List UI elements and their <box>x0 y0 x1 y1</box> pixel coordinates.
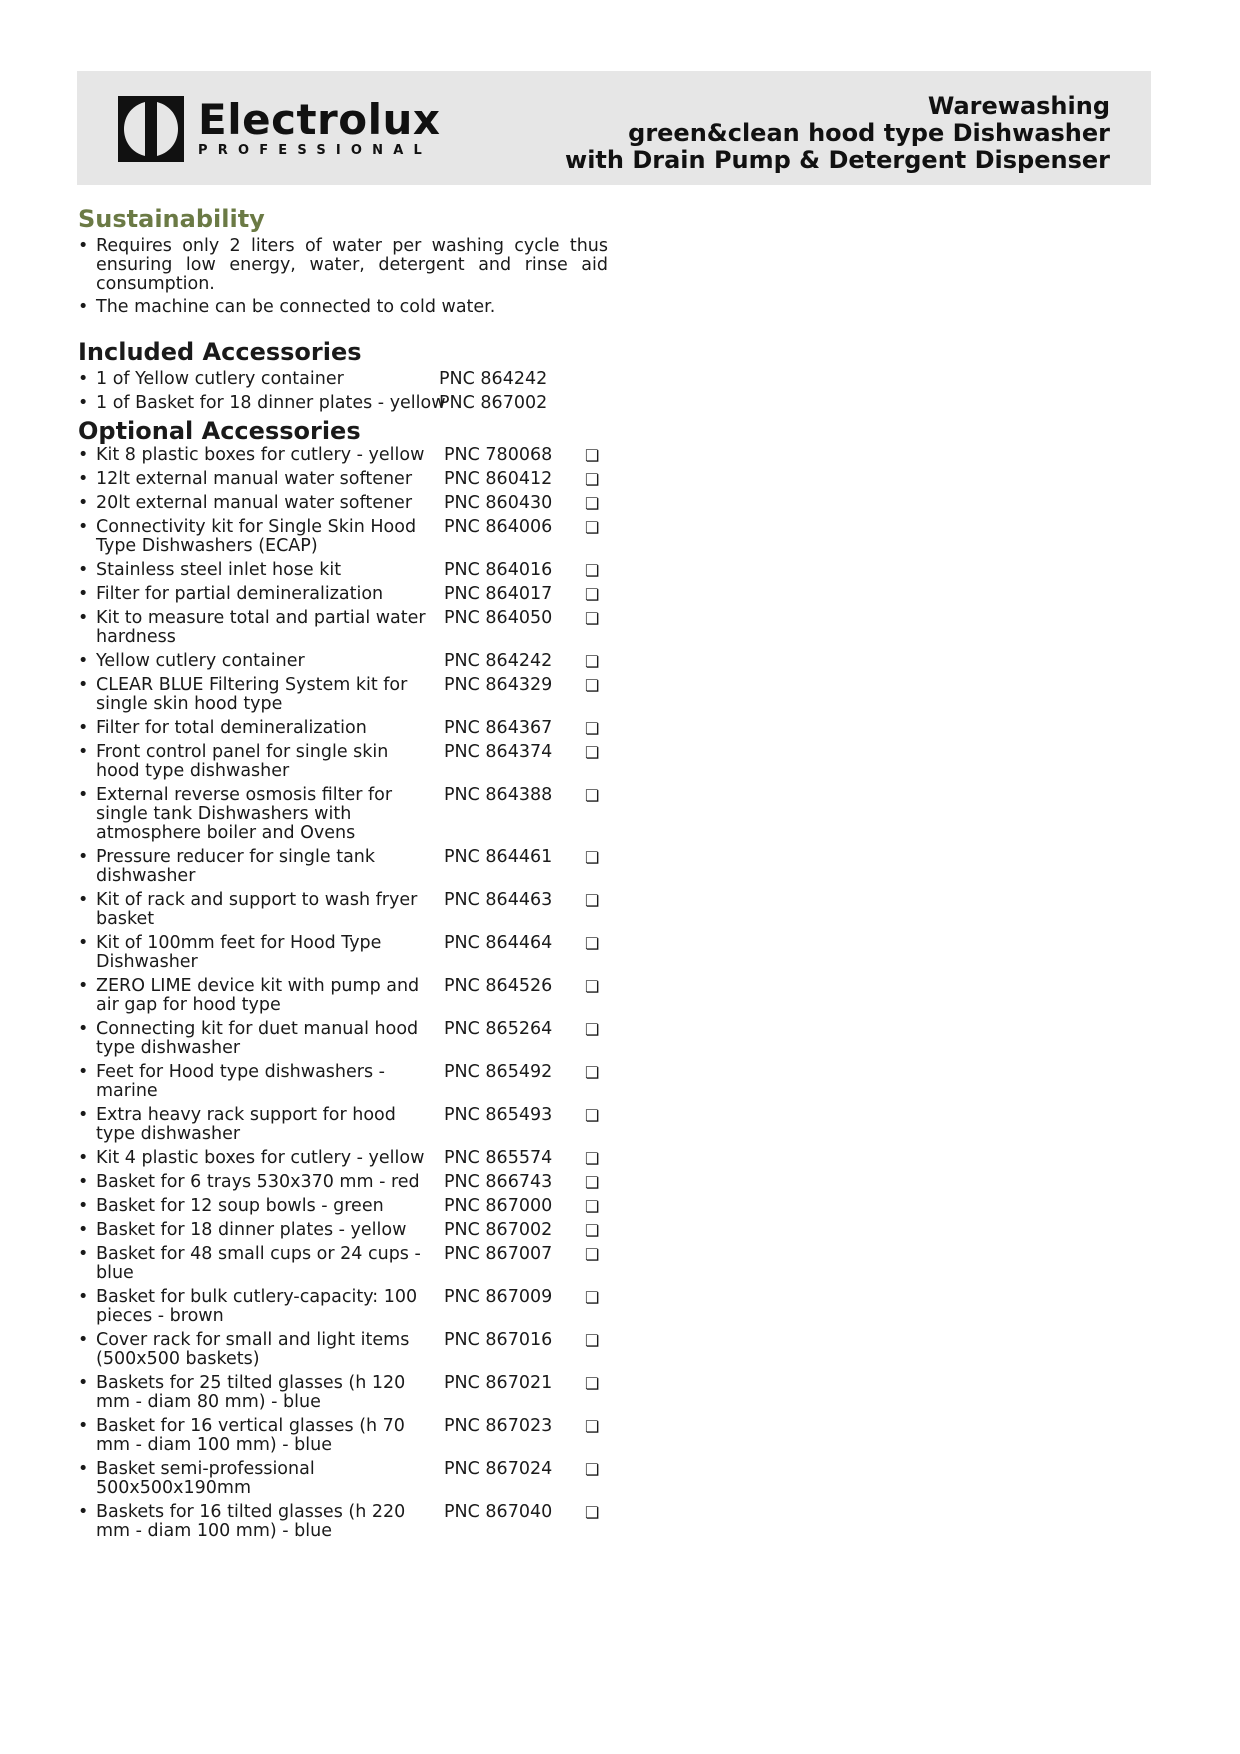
accessory-name: • Basket for 6 trays 530x370 mm - red <box>96 1172 420 1192</box>
checkbox-icon[interactable]: ❏ <box>585 1245 600 1264</box>
accessory-pnc: PNC 867002 <box>444 1220 553 1240</box>
accessory-name: • Kit of 100mm feet for Hood Type Dishwasher <box>96 933 382 972</box>
list-item <box>78 1149 608 1168</box>
list-item <box>78 934 608 972</box>
list-item <box>78 848 608 886</box>
title-line: green&clean hood type Dishwasher <box>628 119 1110 147</box>
checkbox-icon[interactable]: ❏ <box>585 1063 600 1082</box>
checkbox-icon[interactable]: ❏ <box>585 848 600 867</box>
accessory-pnc: PNC 867007 <box>444 1244 553 1264</box>
accessory-pnc: PNC 867024 <box>444 1459 553 1479</box>
sustainability-heading: Sustainability <box>78 205 265 233</box>
checkbox-icon[interactable]: ❏ <box>585 719 600 738</box>
accessory-pnc: PNC 864374 <box>444 742 553 762</box>
accessory-pnc: PNC 864367 <box>444 718 553 738</box>
accessory-name: • Baskets for 16 tilted glasses (h 220 mm - diam 100 mm) - blue <box>96 1502 406 1541</box>
checkbox-icon[interactable]: ❏ <box>585 1417 600 1436</box>
main-content <box>78 204 608 1546</box>
accessory-pnc: PNC 866743 <box>444 1172 553 1192</box>
checkbox-icon[interactable]: ❏ <box>585 1460 600 1479</box>
accessory-pnc: PNC 864242 <box>444 651 553 671</box>
accessory-pnc: PNC 864242 <box>439 369 548 389</box>
accessory-name: • Basket semi-professional 500x500x190mm <box>96 1459 315 1498</box>
accessory-name: • Basket for 16 vertical glasses (h 70 mm - diam 100 mm) - blue <box>96 1416 405 1455</box>
accessory-name: • Kit of rack and support to wash fryer basket <box>96 890 418 929</box>
checkbox-icon[interactable]: ❏ <box>585 1503 600 1522</box>
accessory-name: • Yellow cutlery container <box>96 651 305 671</box>
accessory-name: • Basket for 18 dinner plates - yellow <box>96 1220 407 1240</box>
checkbox-icon[interactable]: ❏ <box>585 1173 600 1192</box>
list-item <box>78 518 608 556</box>
list-item <box>78 891 608 929</box>
checkbox-icon[interactable]: ❏ <box>585 561 600 580</box>
list-item <box>78 1173 608 1192</box>
list-item <box>78 652 608 671</box>
list-item <box>78 1221 608 1240</box>
accessory-name: • ZERO LIME device kit with pump and air gap for hood type <box>96 976 420 1015</box>
checkbox-icon[interactable]: ❏ <box>585 934 600 953</box>
accessory-name: • 1 of Basket for 18 dinner plates - yellow <box>96 393 446 413</box>
accessory-pnc: PNC 864329 <box>444 675 553 695</box>
accessory-name: • Cover rack for small and light items (500x500 baskets) <box>96 1330 410 1369</box>
accessory-pnc: PNC 864006 <box>444 517 553 537</box>
header-banner <box>77 71 1151 185</box>
accessory-name: • Connecting kit for duet manual hood type dishwasher <box>96 1019 419 1058</box>
list-item <box>78 1020 608 1058</box>
accessory-name: • CLEAR BLUE Filtering System kit for single skin hood type <box>96 675 408 714</box>
accessory-pnc: PNC 867016 <box>444 1330 553 1350</box>
accessory-pnc: PNC 867040 <box>444 1502 553 1522</box>
accessory-pnc: PNC 864050 <box>444 608 553 628</box>
checkbox-icon[interactable]: ❏ <box>585 743 600 762</box>
accessory-name: • 1 of Yellow cutlery container <box>96 369 344 389</box>
accessory-pnc: PNC 865493 <box>444 1105 553 1125</box>
accessory-name: • Basket for 48 small cups or 24 cups - blue <box>96 1244 421 1283</box>
included-accessories-heading: Included Accessories <box>78 338 362 366</box>
optional-accessories-heading: Optional Accessories <box>78 417 361 445</box>
accessory-name: • External reverse osmosis filter for single tank Dishwashers with atmosphere boiler and Ovens <box>96 785 393 843</box>
checkbox-icon[interactable]: ❏ <box>585 652 600 671</box>
checkbox-icon[interactable]: ❏ <box>585 494 600 513</box>
list-item <box>78 494 608 513</box>
brand-name: Electrolux <box>198 95 441 144</box>
title-line: with Drain Pump & Detergent Dispenser <box>565 146 1110 174</box>
list-item <box>78 470 608 489</box>
accessory-pnc: PNC 864526 <box>444 976 553 996</box>
accessory-pnc: PNC 780068 <box>444 445 553 465</box>
list-item <box>78 977 608 1015</box>
list-item <box>78 1245 608 1283</box>
list-item <box>78 1374 608 1412</box>
accessory-pnc: PNC 867000 <box>444 1196 553 1216</box>
accessory-name: • 20lt external manual water softener <box>96 493 413 513</box>
accessory-pnc: PNC 864016 <box>444 560 553 580</box>
checkbox-icon[interactable]: ❏ <box>585 1020 600 1039</box>
accessory-pnc: PNC 864388 <box>444 785 553 805</box>
optional-accessories-list <box>78 446 608 1541</box>
accessory-name: • Basket for 12 soup bowls - green <box>96 1196 384 1216</box>
electrolux-logo-icon <box>118 96 184 162</box>
accessory-name: • Kit to measure total and partial water hardness <box>96 608 426 647</box>
checkbox-icon[interactable]: ❏ <box>585 609 600 628</box>
accessory-name: • Extra heavy rack support for hood type dishwasher <box>96 1105 396 1144</box>
sustainability-list <box>78 237 608 317</box>
accessory-name: • Kit 4 plastic boxes for cutlery - yellow <box>96 1148 425 1168</box>
list-item <box>78 1288 608 1326</box>
list-item <box>78 1197 608 1216</box>
accessory-name: • Feet for Hood type dishwashers - marine <box>96 1062 385 1101</box>
list-item <box>78 1063 608 1101</box>
checkbox-icon[interactable]: ❏ <box>585 1288 600 1307</box>
list-item <box>78 367 608 391</box>
included-accessories-list <box>78 367 608 415</box>
accessory-name: • Connectivity kit for Single Skin Hood Type Dishwashers (ECAP) <box>96 517 417 556</box>
list-item <box>78 719 608 738</box>
accessory-pnc: PNC 865492 <box>444 1062 553 1082</box>
list-item <box>78 676 608 714</box>
list-item <box>78 1417 608 1455</box>
accessory-pnc: PNC 864017 <box>444 584 553 604</box>
list-item <box>78 1331 608 1369</box>
accessory-pnc: PNC 860430 <box>444 493 553 513</box>
checkbox-icon[interactable]: ❏ <box>585 1149 600 1168</box>
checkbox-icon[interactable]: ❏ <box>585 1374 600 1393</box>
checkbox-icon[interactable]: ❏ <box>585 1331 600 1350</box>
list-item: • The machine can be connected to cold water. <box>78 298 608 317</box>
checkbox-icon[interactable]: ❏ <box>585 446 600 465</box>
list-item <box>78 786 608 843</box>
accessory-pnc: PNC 864463 <box>444 890 553 910</box>
accessory-pnc: PNC 860412 <box>444 469 553 489</box>
list-item <box>78 391 608 415</box>
document-title <box>565 93 1110 174</box>
list-item <box>78 743 608 781</box>
checkbox-icon[interactable]: ❏ <box>585 977 600 996</box>
title-line: Warewashing <box>927 92 1110 120</box>
list-item <box>78 446 608 465</box>
brand-subtitle: PROFESSIONAL <box>198 143 433 158</box>
accessory-name: • Basket for bulk cutlery-capacity: 100 pieces - brown <box>96 1287 418 1326</box>
accessory-pnc: PNC 867002 <box>439 393 548 413</box>
checkbox-icon[interactable]: ❏ <box>585 585 600 604</box>
accessory-pnc: PNC 867009 <box>444 1287 553 1307</box>
accessory-name: • Filter for partial demineralization <box>96 584 384 604</box>
accessory-name: • Baskets for 25 tilted glasses (h 120 mm - diam 80 mm) - blue <box>96 1373 406 1412</box>
accessory-name: • 12lt external manual water softener <box>96 469 413 489</box>
checkbox-icon[interactable]: ❏ <box>585 786 600 805</box>
accessory-pnc: PNC 865264 <box>444 1019 553 1039</box>
checkbox-icon[interactable]: ❏ <box>585 891 600 910</box>
list-item <box>78 1460 608 1498</box>
brand-logo <box>118 96 441 162</box>
accessory-pnc: PNC 867021 <box>444 1373 553 1393</box>
accessory-name: • Filter for total demineralization <box>96 718 367 738</box>
checkbox-icon[interactable]: ❏ <box>585 1106 600 1125</box>
list-item <box>78 609 608 647</box>
accessory-name: • Stainless steel inlet hose kit <box>96 560 342 580</box>
list-item <box>78 561 608 580</box>
list-item <box>78 1106 608 1144</box>
checkbox-icon[interactable]: ❏ <box>585 676 600 695</box>
list-item: • Requires only 2 liters of water per washing cycle thus ensuring low energy, water, detergent and rinse aid consumption. <box>78 237 608 294</box>
list-item <box>78 1503 608 1541</box>
list-item <box>78 585 608 604</box>
checkbox-icon[interactable]: ❏ <box>585 1221 600 1240</box>
accessory-pnc: PNC 865574 <box>444 1148 553 1168</box>
accessory-name: • Kit 8 plastic boxes for cutlery - yellow <box>96 445 425 465</box>
accessory-pnc: PNC 867023 <box>444 1416 553 1436</box>
checkbox-icon[interactable]: ❏ <box>585 470 600 489</box>
accessory-name: • Pressure reducer for single tank dishwasher <box>96 847 376 886</box>
checkbox-icon[interactable]: ❏ <box>585 1197 600 1216</box>
checkbox-icon[interactable]: ❏ <box>585 518 600 537</box>
accessory-name: • Front control panel for single skin hood type dishwasher <box>96 742 389 781</box>
accessory-pnc: PNC 864464 <box>444 933 553 953</box>
accessory-pnc: PNC 864461 <box>444 847 553 867</box>
